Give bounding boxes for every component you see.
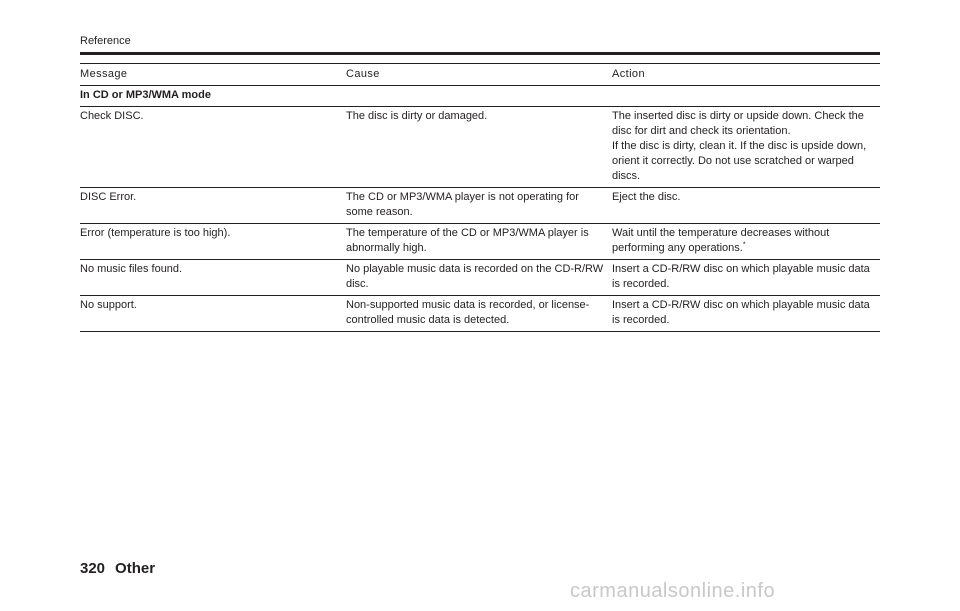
row-message: Check DISC. (80, 110, 144, 122)
running-head: Reference (80, 35, 131, 47)
action-line: Insert a CD-R/RW disc on which playable music data is recorded. (612, 263, 870, 290)
table-row (80, 188, 880, 224)
message-table (80, 63, 880, 332)
page-number: 320 (80, 560, 106, 577)
action-line: Insert a CD-R/RW disc on which playable music data is recorded. (612, 299, 870, 326)
header-cause: Cause (346, 68, 380, 80)
action-line: Eject the disc. (612, 191, 681, 203)
footnote-mark: * (742, 241, 746, 249)
table-row (80, 107, 880, 188)
row-message: No music files found. (80, 263, 183, 275)
row-action (612, 260, 880, 295)
row-cause: No playable music data is recorded on the CD-R/RW disc. (346, 263, 604, 290)
row-action (612, 224, 880, 259)
row-message: DISC Error. (80, 191, 137, 203)
header-rule (80, 52, 880, 55)
watermark: carmanualsonline.info (570, 580, 776, 602)
row-cause: The disc is dirty or damaged. (346, 110, 488, 122)
header-action: Action (612, 68, 645, 80)
header-message: Message (80, 68, 128, 80)
row-cause: The temperature of the CD or MP3/WMA player is abnormally high. (346, 227, 589, 254)
row-cause: The CD or MP3/WMA player is not operating for some reason. (346, 191, 579, 218)
row-action (612, 296, 880, 331)
action-line: If the disc is dirty, clean it. If the disc is upside down, orient it correctly. Do not use scratched or warped discs. (612, 140, 867, 182)
row-action (612, 188, 880, 223)
section-name: Other (115, 560, 156, 577)
table-row (80, 224, 880, 260)
row-cause: Non-supported music data is recorded, or license-controlled music data is detected. (346, 299, 590, 326)
row-action (612, 107, 880, 187)
row-message: No support. (80, 299, 137, 311)
table-header-row (80, 63, 880, 86)
table-row (80, 260, 880, 296)
page-footer (80, 560, 155, 577)
row-message: Error (temperature is too high). (80, 227, 231, 239)
action-line: Wait until the temperature decreases without performing any operations. (612, 227, 830, 254)
action-line: The inserted disc is dirty or upside down. Check the disc for dirt and check its orientation. (612, 110, 864, 137)
table-row (80, 296, 880, 332)
section-title: In CD or MP3/WMA mode (80, 86, 880, 107)
